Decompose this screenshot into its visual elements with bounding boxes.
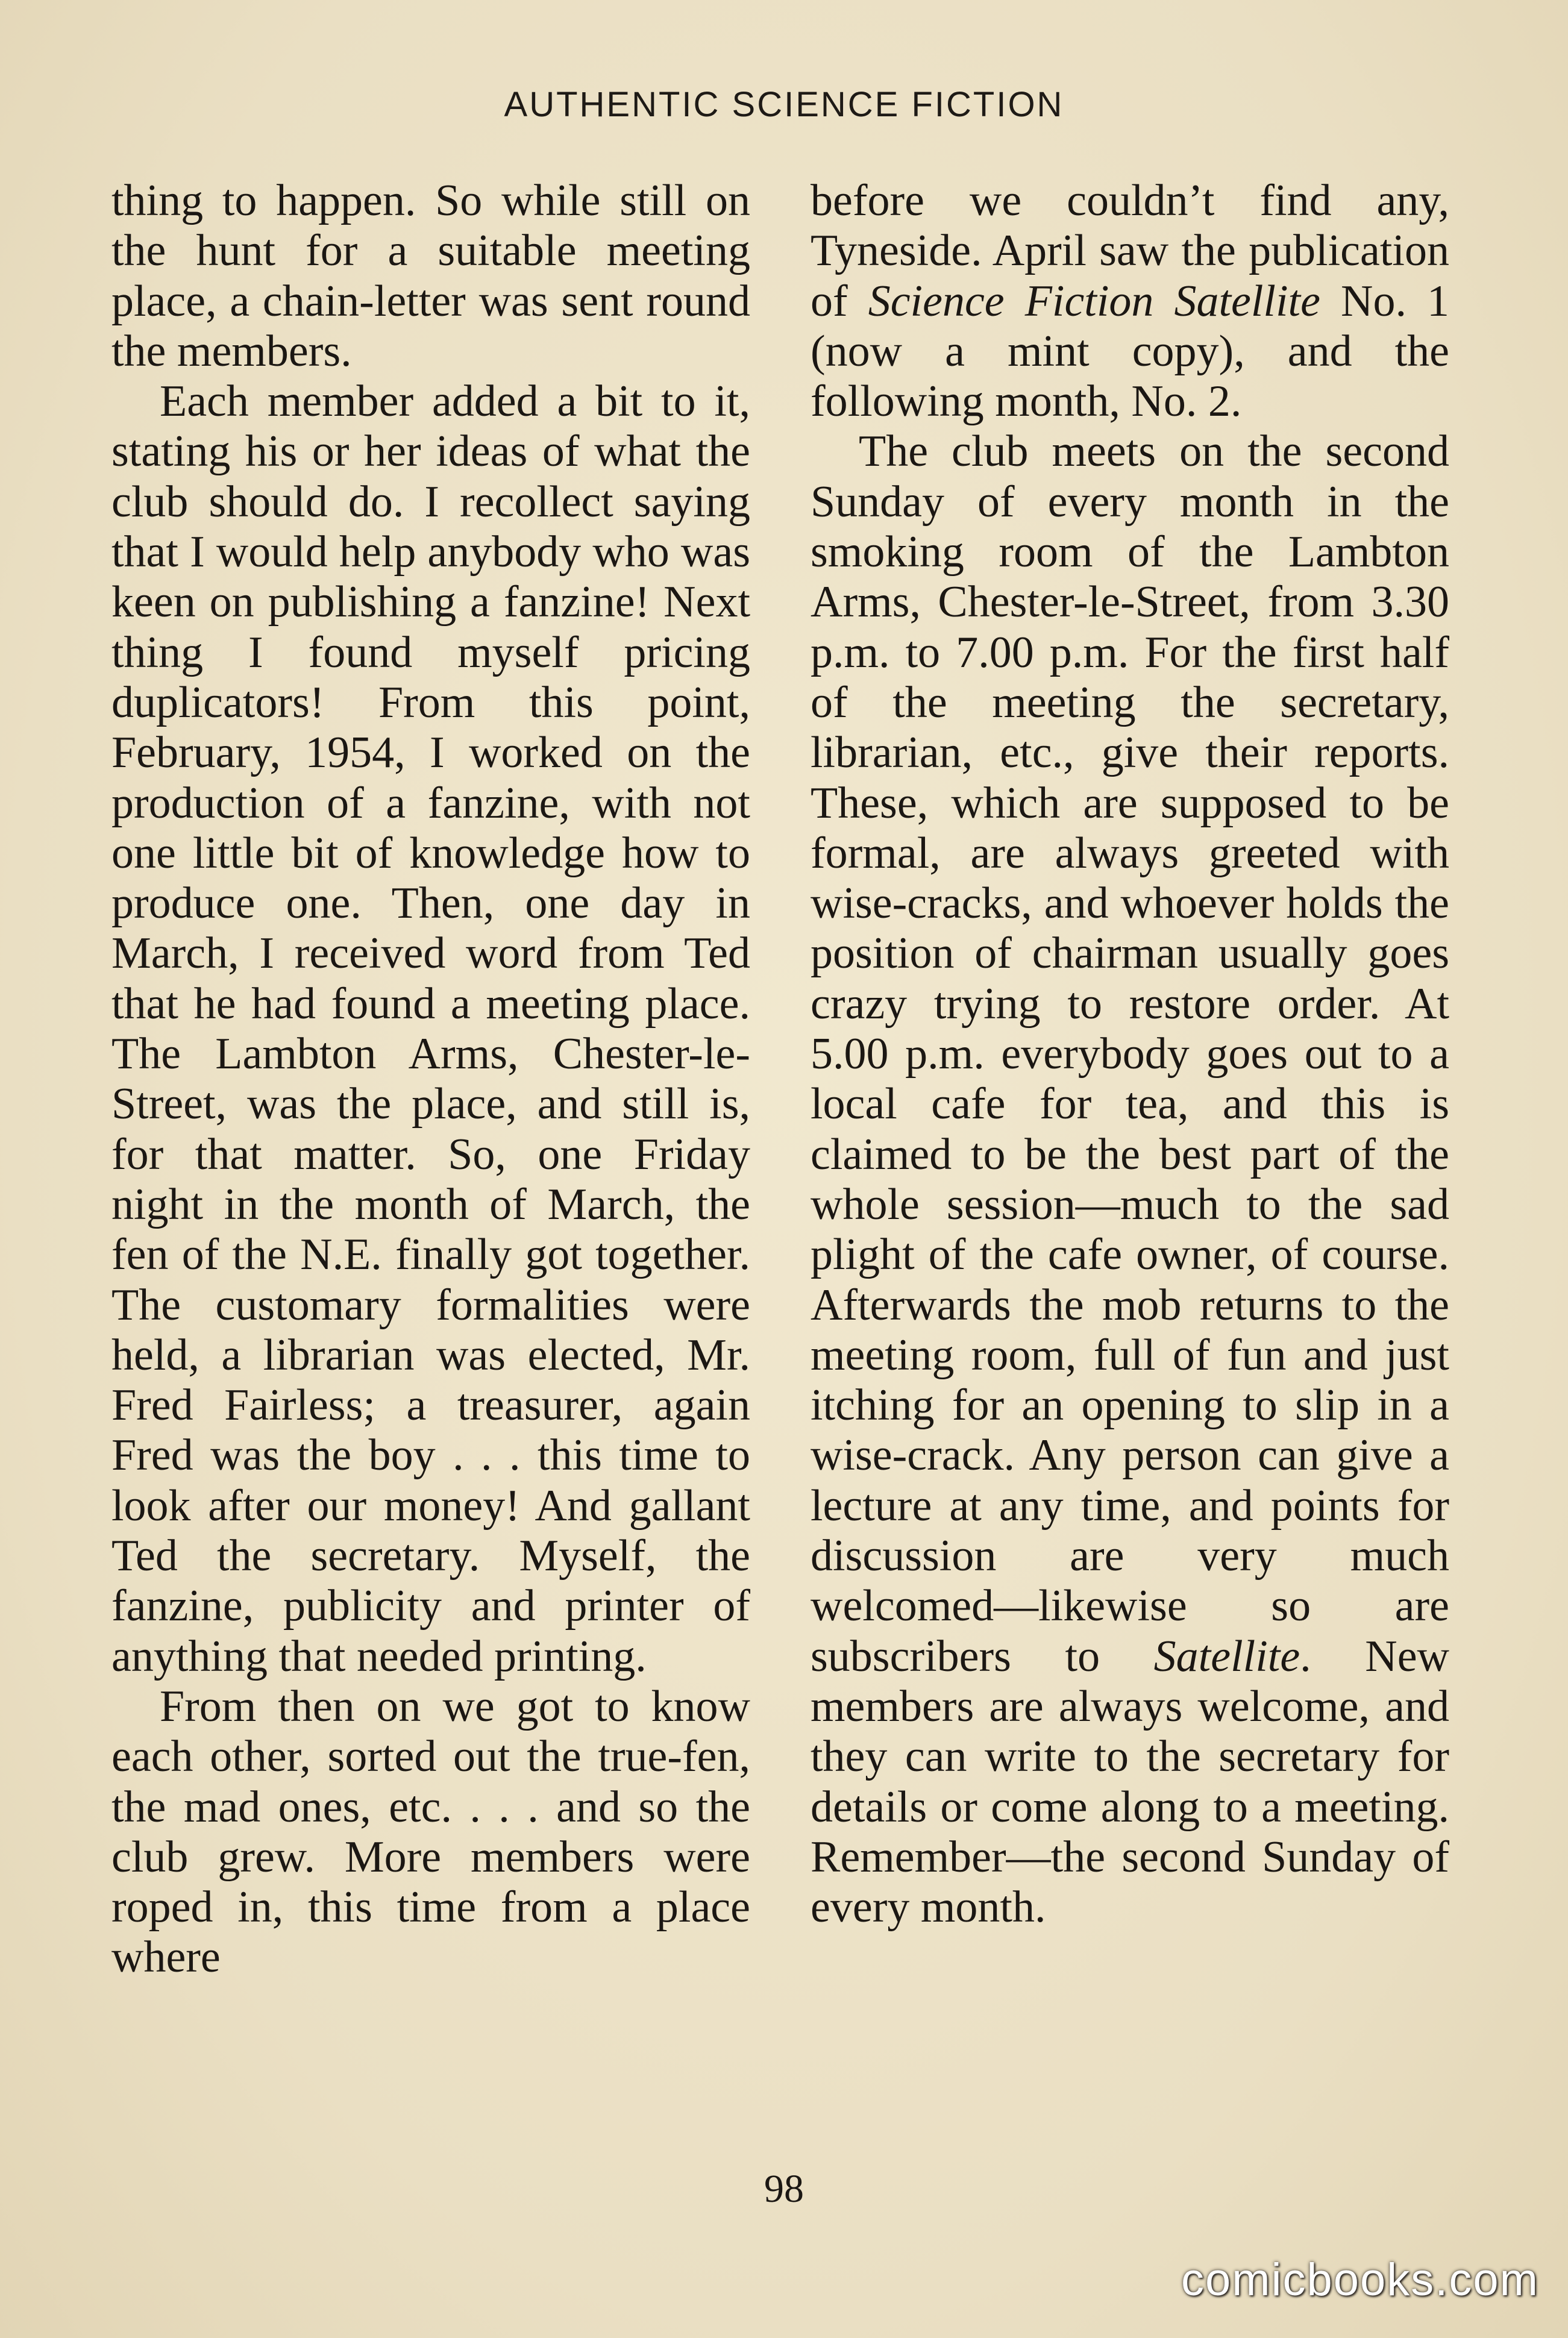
magazine-title-italic: Science Fiction Satellite xyxy=(868,276,1320,326)
right-paragraph-2 xyxy=(811,427,1449,1932)
page-number: 98 xyxy=(764,2167,804,2211)
left-paragraph-2: Each member added a bit to it, stating his or her ideas of what the club should do. I recollect saying that I would help anybody who was keen on publishing a fanzine! Next thing I found myself pricing duplicators! From this point, February, 1954, I worked on the production of a fanzine, with not one little bit of knowledge how to produce one. Then, one day in March, I received word from Ted that he had found a meeting place. The Lambton Arms, Chester-le-Street, was the place, and still is, for that matter. So, one Friday night in the month of March, the fen of the N.E. finally got together. The customary formalities were held, a librarian was elected, Mr. Fred Fairless; a treasurer, again Fred was the boy . . . this time to look after our money! And gallant Ted the secretary. Myself, the fanzine, publicity and printer of anything that needed printing. xyxy=(111,377,750,1681)
right-paragraph-2-text-b: . New members are always welcome, and they can write to the secretary for details or come along to a meeting. Remember—the second Sunday of every month. xyxy=(811,1631,1449,1932)
watermark: comicbooks.com xyxy=(1181,2254,1539,2305)
right-paragraph-2-text-a: The club meets on the second Sunday of every month in the smoking room of the Lambton Arms, Chester-le-Street, from 3.30 p.m. to 7.00 p.m. For the first half of the meeting the secretary, librarian, etc., give their reports. These, which are supposed to be formal, are always greeted with wise-cracks, and whoever holds the position of chairman usually goes crazy trying to restore order. At 5.00 p.m. everybody goes out to a local cafe for tea, and this is claimed to be the best part of the whole session—much to the sad plight of the cafe owner, of course. Afterwards the mob returns to the meeting room, full of fun and just itching for an opening to slip in a wise-crack. Any person can give a lecture at any time, and points for discussion are very much welcomed—likewise so are subscribers to xyxy=(811,427,1449,1681)
left-paragraph-1: thing to happen. So while still on the hunt for a suitable meeting place, a chain-letter was sent round the members. xyxy=(111,176,750,376)
left-paragraph-3: From then on we got to know each other, sorted out the true-fen, the mad ones, etc. . . . and so the club grew. More members were roped in, this time from a place where xyxy=(111,1681,750,1982)
right-paragraph-1 xyxy=(811,176,1449,427)
satellite-title-italic: Satellite xyxy=(1153,1631,1300,1681)
right-paragraph-1-text-b: No. 1 (now a mint copy), and the following month, No. 2. xyxy=(811,276,1449,427)
running-head: AUTHENTIC SCIENCE FICTION xyxy=(504,85,1064,124)
right-column xyxy=(811,176,1449,1932)
right-paragraph-1-text-a: before we couldn’t find any, Tyneside. April saw the publication of xyxy=(811,176,1449,326)
left-column xyxy=(111,176,750,1983)
